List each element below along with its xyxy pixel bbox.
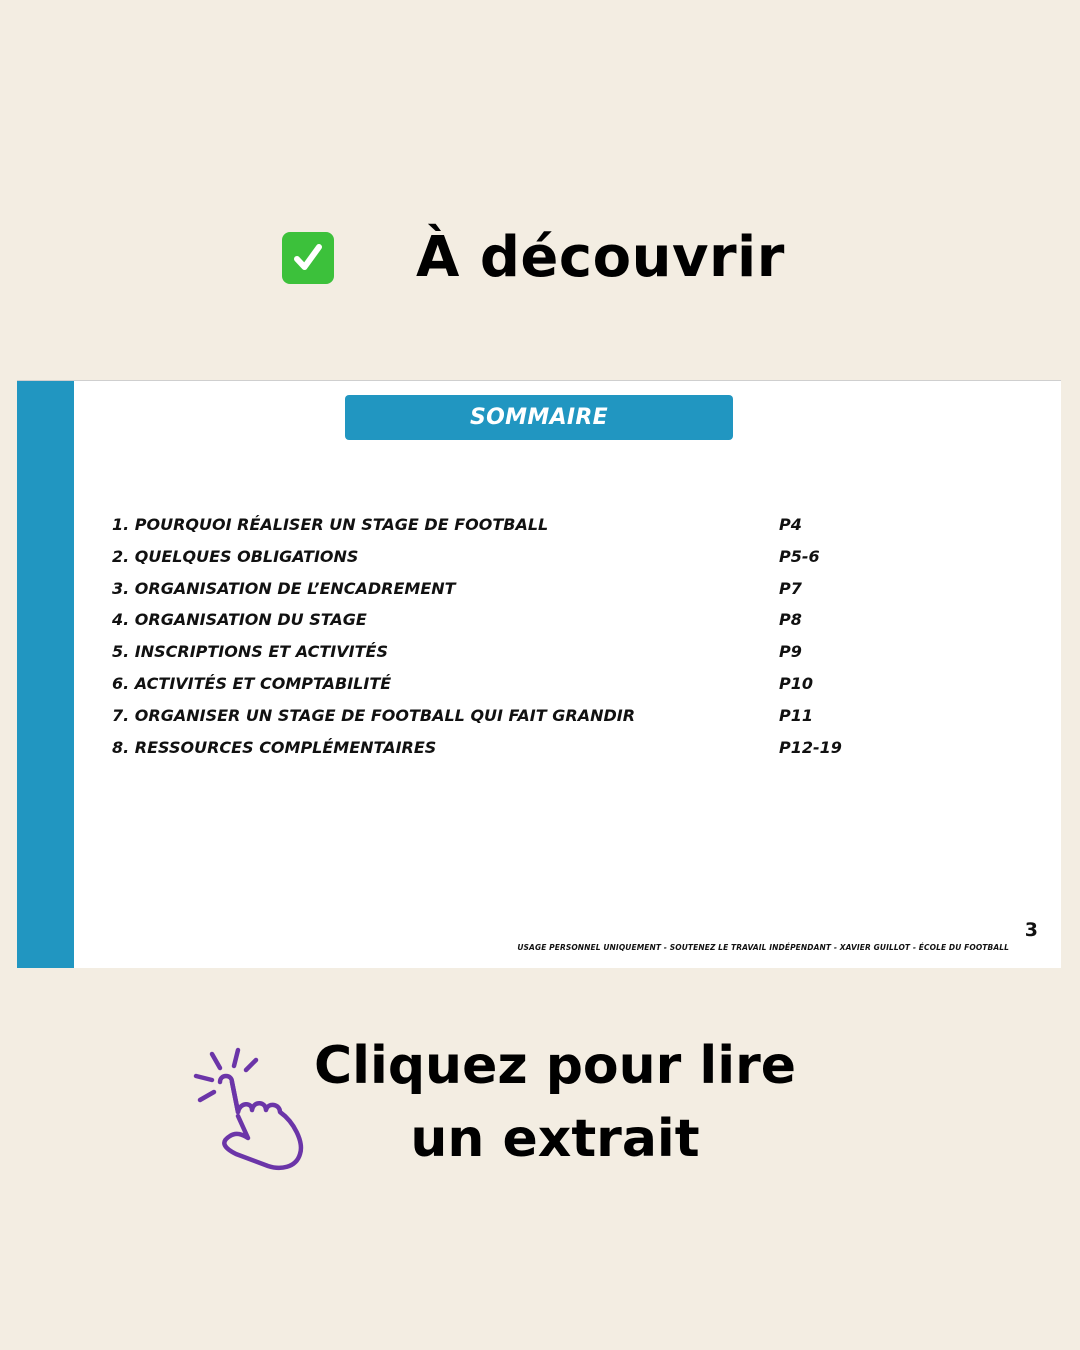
toc-item-label: 5. INSCRIPTIONS ET ACTIVITÉS [112, 642, 388, 662]
toc-item-label: 6. ACTIVITÉS ET COMPTABILITÉ [112, 673, 392, 693]
toc-item-label: 4. ORGANISATION DU STAGE [112, 610, 367, 630]
toc-item-label: 7. ORGANISER UN STAGE DE FOOTBALL QUI FAIT GRANDIR [112, 705, 636, 725]
document-preview[interactable] [17, 380, 1061, 968]
toc-item-page: P9 [779, 642, 802, 662]
header [0, 218, 1080, 298]
toc-item-label: 3. ORGANISATION DE L’ENCADREMENT [112, 578, 456, 598]
toc-item-page: P10 [779, 673, 813, 693]
toc-item-label: 8. RESSOURCES COMPLÉMENTAIRES [112, 737, 437, 757]
cta-line-2: un extrait [410, 1109, 700, 1169]
slide-footer-note: USAGE PERSONNEL UNIQUEMENT - SOUTENEZ LE TRAVAIL INDÉPENDANT - XAVIER GUILLOT - ÉCOLE DU FOOTBALL [517, 943, 1009, 952]
toc-item [112, 509, 872, 541]
toc-item-label: 2. QUELQUES OBLIGATIONS [112, 546, 359, 566]
toc-item [112, 604, 872, 636]
toc-item-label: 1. POURQUOI RÉALISER UN STAGE DE FOOTBALL [112, 515, 549, 534]
toc-item-page: P11 [779, 705, 813, 725]
toc-item [112, 668, 872, 700]
toc-item [112, 573, 872, 605]
toc-item [112, 700, 872, 732]
check-mark-icon [282, 232, 334, 284]
sommaire-banner: SOMMAIRE [345, 395, 733, 440]
toc-item-page: P5-6 [779, 546, 820, 566]
toc-item [112, 541, 872, 573]
toc-item [112, 732, 872, 764]
page-title: À découvrir [416, 225, 785, 290]
call-to-action[interactable] [0, 1030, 1080, 1180]
toc-item-page: P7 [779, 578, 802, 598]
toc-item-page: P12-19 [779, 737, 842, 757]
slide-page-number: 3 [1024, 919, 1038, 941]
toc-item [112, 636, 872, 668]
tap-hand-icon [190, 1046, 310, 1171]
cta-line-1: Cliquez pour lire [314, 1036, 796, 1096]
toc-item-page: P8 [779, 610, 802, 630]
slide-accent-bar [17, 381, 74, 968]
toc-item-page: P4 [779, 515, 802, 534]
cta-text [300, 1030, 810, 1176]
table-of-contents [112, 509, 872, 763]
